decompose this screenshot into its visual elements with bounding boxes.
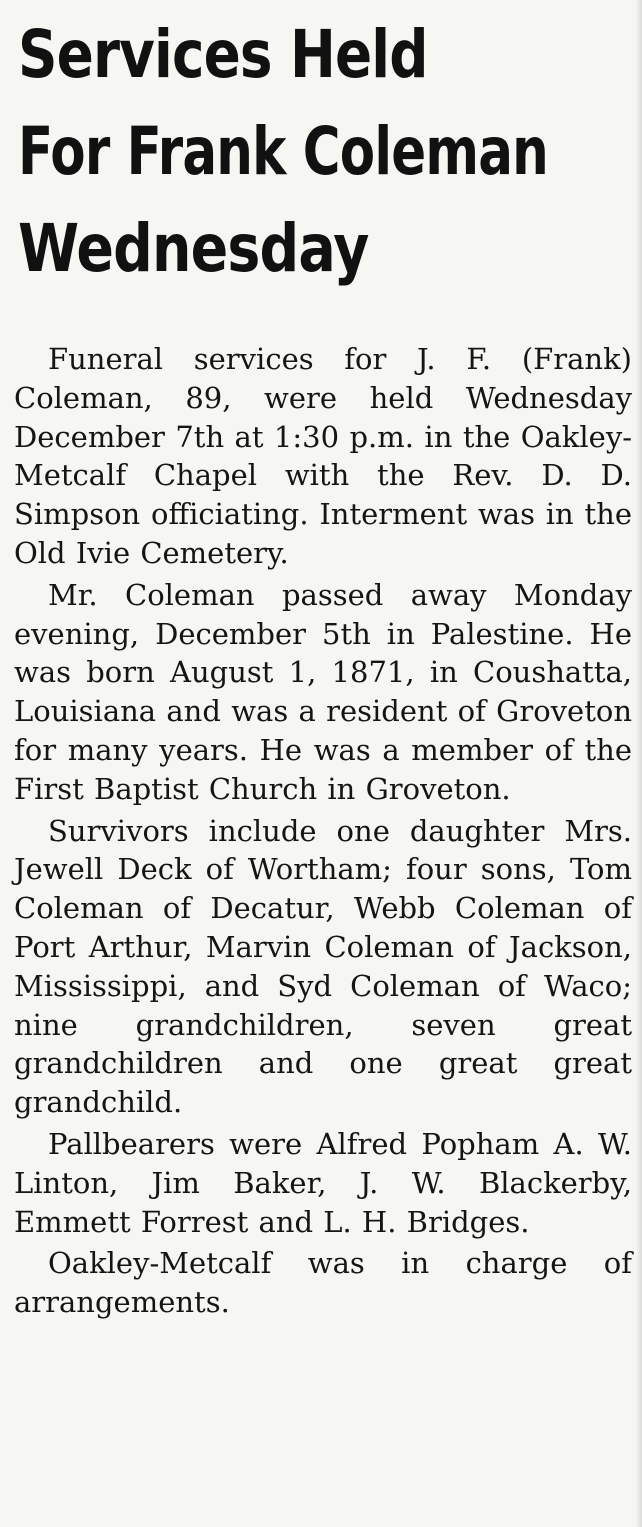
paragraph-survivors: Survivors include one daughter Mrs. Jewell Deck of Wortham; four sons, Tom Coleman of Decatur, Webb Coleman of Port Arthur, Marvin Coleman of Jackson, Mississippi, and Syd Coleman of Waco; nine grandchildren, seven great grandchildren and one great great grandchild. <box>14 813 632 1120</box>
page-edge-shadow <box>636 0 642 1527</box>
paragraph-arrangements: Oakley-Metcalf was in charge of arrangements. <box>14 1246 632 1320</box>
headline-line-3: Wednesday <box>18 210 369 287</box>
headline-line-2: For Frank Coleman <box>18 113 549 190</box>
headline-line-1: Services Held <box>18 16 428 93</box>
article-body <box>14 340 632 1322</box>
headline <box>18 6 633 297</box>
paragraph-service-details: Funeral services for J. F. (Frank) Coleman, 89, were held Wednesday December 7th at 1:30 p.m. in the Oakley-Metcalf Chapel with the Rev. D. D. Simpson officiating. Interment was in the Old Ivie Cemetery. <box>14 342 632 570</box>
paragraph-pallbearers: Pallbearers were Alfred Popham A. W. Linton, Jim Baker, J. W. Blackerby, Emmett Forrest and L. H. Bridges. <box>14 1126 632 1239</box>
paragraph-biography: Mr. Coleman passed away Monday evening, December 5th in Palestine. He was born August 1, 1871, in Coushatta, Louisiana and was a resident of Groveton for many years. He was a member of the First Baptist Church in Groveton. <box>14 577 632 806</box>
